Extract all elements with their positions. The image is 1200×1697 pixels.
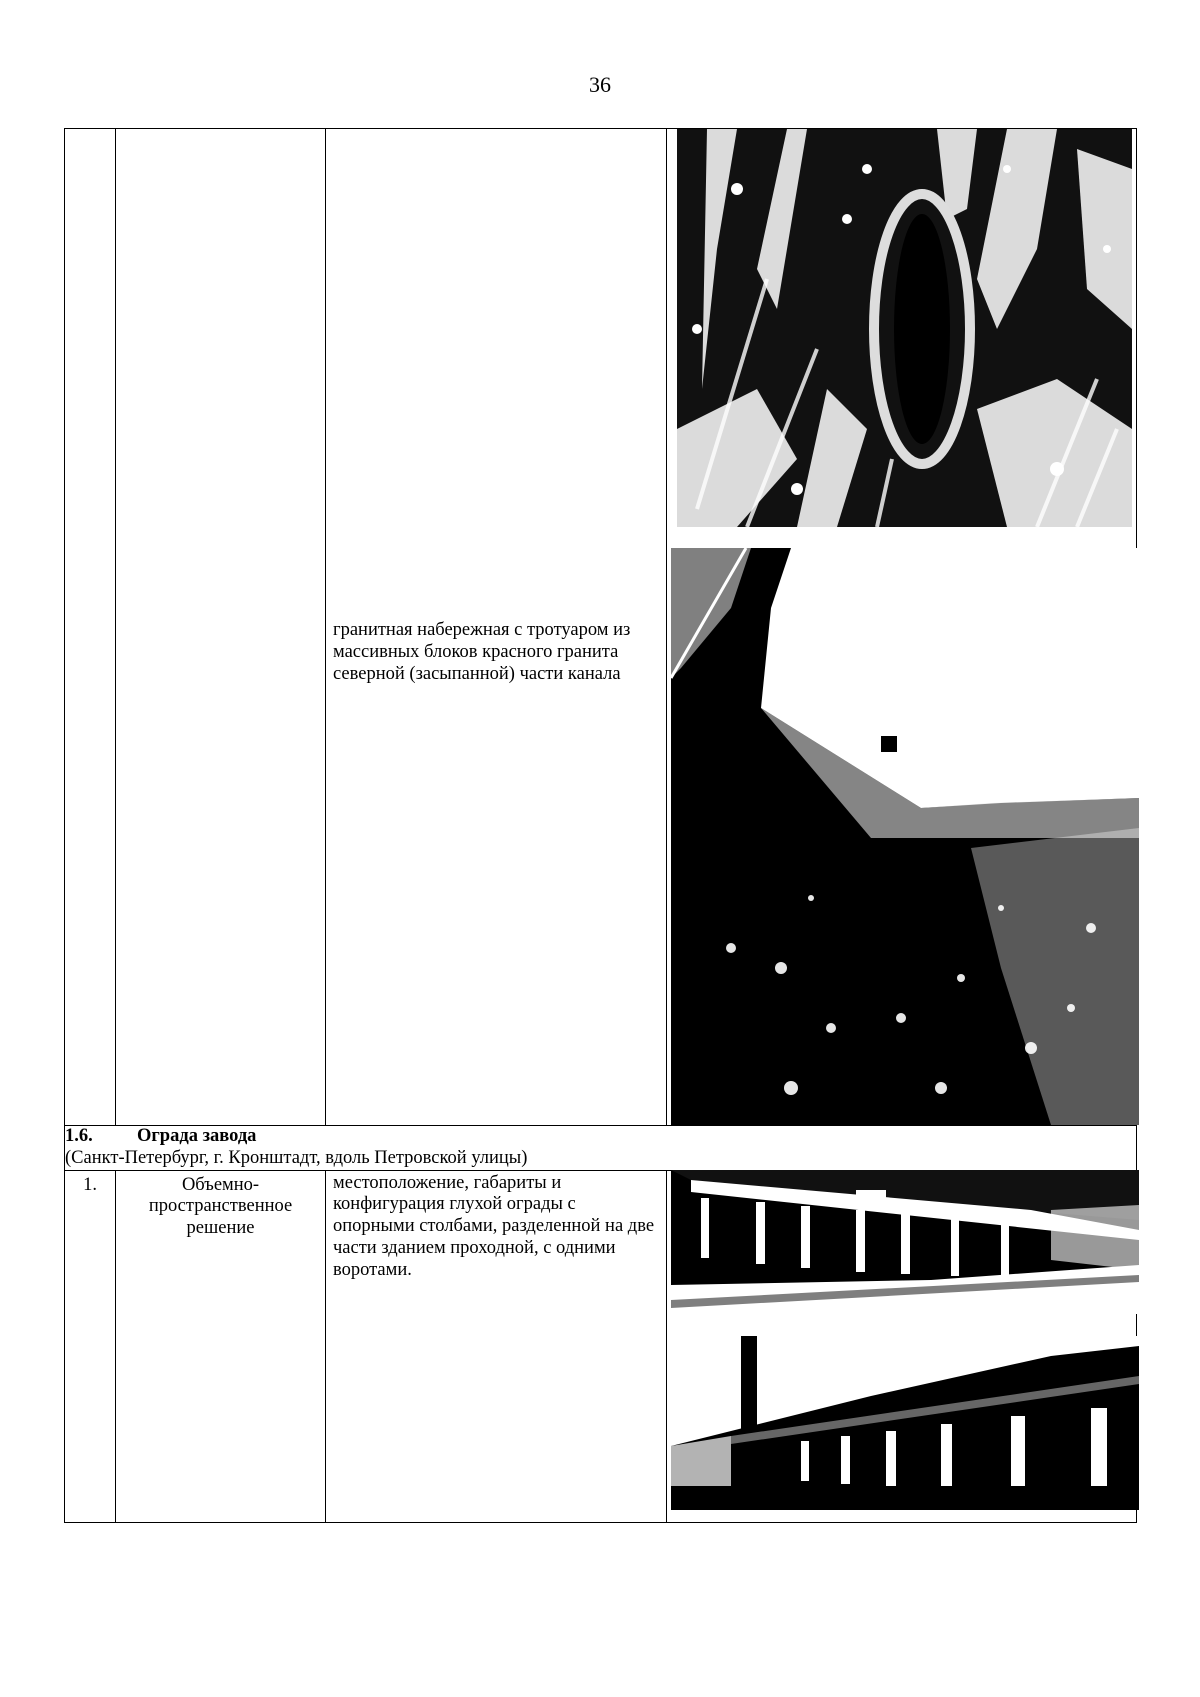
- factory-fence-street-view-photo: [671, 1170, 1139, 1314]
- section-title: Ограда завода: [137, 1126, 257, 1146]
- page-number: 36: [589, 72, 611, 97]
- number-cell-empty: [65, 129, 116, 1126]
- item-element: Объемно-пространственное решение: [116, 1170, 326, 1522]
- section-number: 1.6.: [65, 1126, 93, 1146]
- embankment-description: гранитная набережная с тротуаром из массивных блоков красного гранита северной (засыпанной) части канала: [333, 620, 631, 684]
- table-row-continued: [65, 129, 1137, 1126]
- tire-among-grass-photo: [677, 129, 1132, 527]
- item-number: 1.: [65, 1170, 116, 1522]
- photos-cell: [667, 129, 1137, 1126]
- factory-fence-perspective-photo: [671, 1336, 1139, 1510]
- monument-elements-table: [64, 128, 1137, 1523]
- section-heading-row: [65, 1126, 1137, 1171]
- section-heading-cell: [65, 1126, 1137, 1171]
- item-description: местоположение, габариты и конфигурация глухой ограды с опорными столбами, разделенной на две части зданием проходной, с одними воротами.: [326, 1170, 667, 1522]
- element-cell-empty: [116, 129, 326, 1126]
- granite-embankment-canal-photo: [671, 548, 1139, 1125]
- description-cell: [326, 129, 667, 1126]
- table-row: [65, 1170, 1137, 1522]
- section-subtitle: (Санкт-Петербург, г. Кронштадт, вдоль Петровской улицы): [65, 1147, 528, 1168]
- photos-cell: [667, 1170, 1137, 1522]
